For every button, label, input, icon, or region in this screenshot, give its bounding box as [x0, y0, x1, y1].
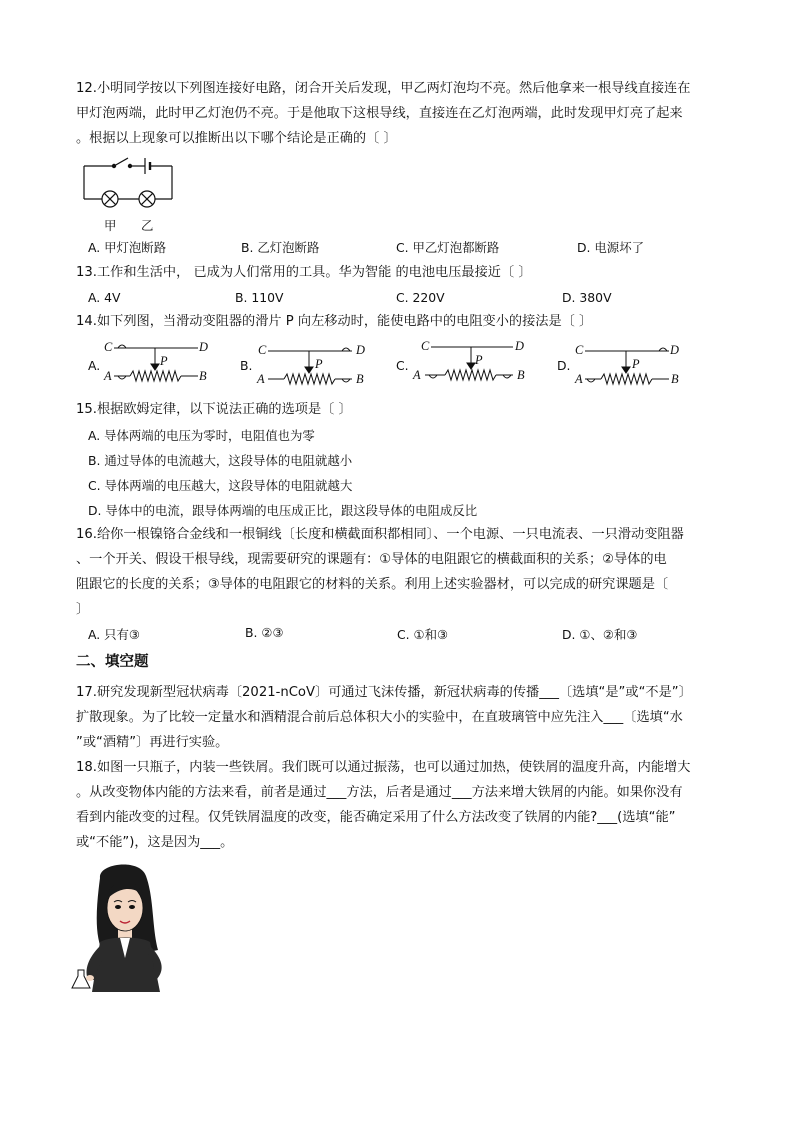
- q16-line-1: 16.给你一根镍铬合金线和一根铜线〔长度和横截面积都相同〕、一个电源、一只电流表、一只滑动变阻器: [76, 527, 684, 542]
- terminal-d: D: [199, 340, 208, 354]
- terminal-c: C: [104, 340, 113, 354]
- q17-line-1: 17.研究发现新型冠状病毒〔2021-nCoV〕可通过飞沫传播，新冠状病毒的传播___〔选填“是”或“不是”〕: [76, 685, 692, 700]
- lamp-yi-label: 乙: [141, 218, 154, 233]
- terminal-c: C: [421, 339, 430, 353]
- q18-line-2: 。从改变物体内能的方法来看，前者是通过___方法，后者是通过___方法来增大铁屑的内能。如果你没有: [76, 785, 683, 800]
- terminal-a: A: [104, 369, 112, 383]
- q16-option-b: B. ②③: [245, 625, 284, 640]
- q18-line-3: 看到内能改变的过程。仅凭铁屑温度的改变，能否确定采用了什么方法改变了铁屑的内能?___(选填“能”: [76, 810, 676, 825]
- rheostat-a-drawing: [112, 340, 202, 385]
- slider-p: P: [315, 357, 323, 371]
- q14-option-d: D.: [557, 358, 571, 373]
- rheostat-c-drawing: [425, 339, 517, 384]
- q15-option-b: B. 通过导体的电流越大，这段导体的电阻就越小: [88, 453, 353, 468]
- q14-option-a: A.: [88, 358, 101, 373]
- q13-option-a: A. 4V: [88, 290, 121, 305]
- section-heading: 二、填空题: [76, 654, 149, 670]
- terminal-b: B: [199, 369, 207, 383]
- q13-option-b: B. 110V: [235, 290, 284, 305]
- q15-option-a: A. 导体两端的电压为零时，电阻值也为零: [88, 428, 315, 443]
- slider-p: P: [632, 357, 640, 371]
- terminal-c: C: [575, 343, 584, 357]
- slider-p: P: [475, 353, 483, 367]
- q16-line-3: 阻跟它的长度的关系；③导体的电阻跟它的材料的关系。利用上述实验器材，可以完成的研究课题是〔: [76, 577, 669, 592]
- q16-line-2: 、一个开关、假设干根导线，现需要研究的课题有：①导体的电阻跟它的横截面积的关系；②导体的电: [76, 552, 667, 567]
- terminal-d: D: [670, 343, 679, 357]
- terminal-b: B: [671, 372, 679, 386]
- terminal-d: D: [515, 339, 524, 353]
- q12-option-c: C. 甲乙灯泡都断路: [396, 240, 500, 255]
- terminal-a: A: [413, 368, 421, 382]
- q17-line-3: ”或“酒精”〕再进行实验。: [76, 735, 229, 750]
- terminal-b: B: [356, 372, 364, 386]
- q13-option-d: D. 380V: [562, 290, 612, 305]
- q12-option-a: A. 甲灯泡断路: [88, 240, 167, 255]
- q17-line-2: 扩散现象。为了比较一定量水和酒精混合前后总体积大小的实验中，在直玻璃管中应先注入___〔选填“水: [76, 710, 683, 725]
- q12-line-1: 12.小明同学按以下列图连接好电路，闭合开关后发现，甲乙两灯泡均不亮。然后他拿来一根导线直接连在: [76, 81, 691, 96]
- q12-line-3: 。根据以上现象可以推断出以下哪个结论是正确的〔 〕: [76, 131, 397, 146]
- q16-option-d: D. ①、②和③: [562, 627, 638, 642]
- terminal-d: D: [356, 343, 365, 357]
- q15-line: 15.根据欧姆定律，以下说法正确的选项是〔 〕: [76, 402, 352, 417]
- q12-option-d: D. 电源坏了: [577, 240, 644, 255]
- terminal-a: A: [257, 372, 265, 386]
- q16-option-a: A. 只有③: [88, 627, 141, 642]
- terminal-a: A: [575, 372, 583, 386]
- q13-option-c: C. 220V: [396, 290, 445, 305]
- q16-option-c: C. ①和③: [397, 627, 449, 642]
- rheostat-d-drawing: [583, 343, 673, 388]
- rheostat-b-drawing: [266, 343, 356, 388]
- q14-option-b: B.: [240, 358, 253, 373]
- slider-p: P: [160, 354, 168, 368]
- q16-line-4: 〕: [76, 602, 90, 617]
- terminal-b: B: [517, 368, 525, 382]
- terminal-c: C: [258, 343, 267, 357]
- q13-line: 13.工作和生活中， 已成为人们常用的工具。华为智能 的电池电压最接近〔 〕: [76, 265, 532, 280]
- q12-line-2: 甲灯泡两端，此时甲乙灯泡仍不亮。于是他取下这根导线，直接连在乙灯泡两端，此时发现甲灯亮了起来: [76, 106, 683, 121]
- series-circuit-diagram: [82, 154, 177, 214]
- q18-line-1: 18.如图一只瓶子，内装一些铁屑。我们既可以通过振荡，也可以通过加热，使铁屑的温度升高，内能增大: [76, 760, 691, 775]
- teacher-illustration: [70, 858, 178, 998]
- lamp-jia-label: 甲: [104, 218, 117, 233]
- q15-option-d: D. 导体中的电流，跟导体两端的电压成正比，跟这段导体的电阻成反比: [88, 503, 478, 518]
- q15-option-c: C. 导体两端的电压越大，这段导体的电阻就越大: [88, 478, 353, 493]
- q14-option-c: C.: [396, 358, 409, 373]
- q18-line-4: 或“不能”)，这是因为___。: [76, 835, 234, 850]
- q14-line: 14.如下列图，当滑动变阻器的滑片 P 向左移动时，能使电路中的电阻变小的接法是〔 〕: [76, 314, 593, 329]
- q12-option-b: B. 乙灯泡断路: [241, 240, 320, 255]
